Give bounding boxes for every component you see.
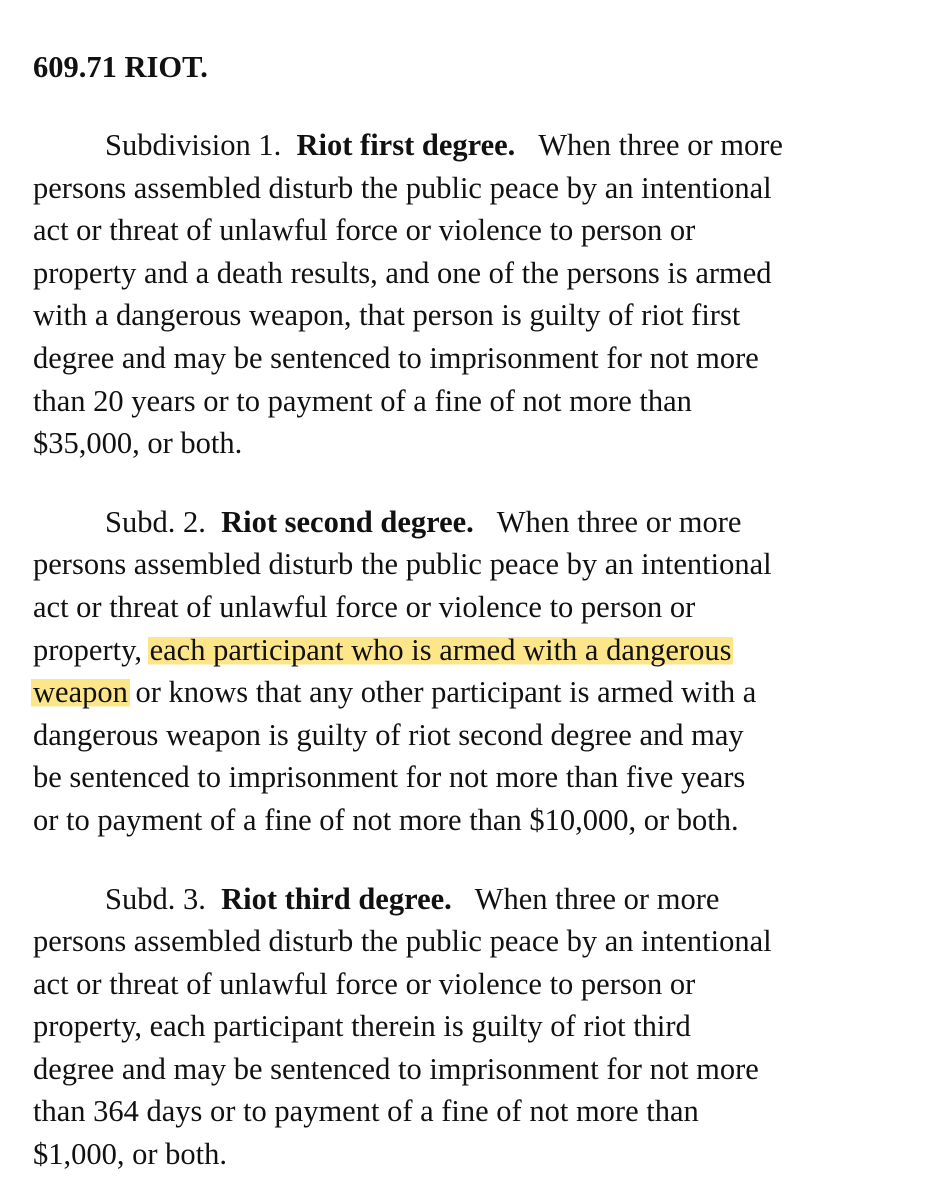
subdivision-2-line-3: act or threat of unlawful force or violence to person or bbox=[33, 589, 696, 624]
subdivision-1 bbox=[33, 124, 916, 465]
subdivision-1-line-1 bbox=[33, 124, 916, 167]
subdivision-2-title: Riot second degree. bbox=[221, 504, 474, 539]
subdivision-3-title: Riot third degree. bbox=[221, 881, 452, 916]
highlighted-text: each participant who is armed with a dangerous bbox=[149, 632, 732, 667]
subdivision-2-line-4-plain: property, bbox=[33, 632, 142, 667]
subdivision-2-line-5-plain: or knows that any other participant is armed with a bbox=[135, 675, 757, 710]
subdivision-2-line-2: persons assembled disturb the public peace by an intentional bbox=[33, 547, 772, 582]
subdivision-1-text: When three or more bbox=[538, 128, 783, 162]
subdivision-3 bbox=[33, 878, 916, 1176]
subdivision-3-line-5: degree and may be sentenced to imprisonment for not more bbox=[33, 1051, 759, 1086]
subdivision-1-line-5: with a dangerous weapon, that person is guilty of riot first bbox=[33, 298, 741, 333]
subdivision-3-line-3: act or threat of unlawful force or violence to person or bbox=[33, 966, 696, 1001]
subdivision-3-line-1 bbox=[33, 878, 916, 921]
subdivision-2 bbox=[33, 501, 916, 842]
subdivision-1-line-2: persons assembled disturb the public peace by an intentional bbox=[33, 170, 772, 205]
subdivision-1-line-3: act or threat of unlawful force or violence to person or bbox=[33, 213, 696, 248]
subdivision-3-line-2: persons assembled disturb the public peace by an intentional bbox=[33, 924, 772, 959]
subdivision-2-text: When three or more bbox=[496, 504, 742, 539]
subdivision-1-line-4: property and a death results, and one of the persons is armed bbox=[33, 255, 772, 290]
subdivision-3-line-7: $1,000, or both. bbox=[33, 1137, 228, 1172]
highlighted-text-continued: weapon bbox=[33, 675, 128, 710]
subdivision-2-line-4 bbox=[33, 629, 916, 672]
subdivision-2-line-8: or to payment of a fine of not more than $10,000, or both. bbox=[33, 802, 739, 837]
subdivision-1-number: Subdivision 1. bbox=[105, 128, 282, 162]
subdivision-1-line-8: $35,000, or both. bbox=[33, 426, 243, 461]
subdivision-1-title: Riot first degree. bbox=[296, 128, 516, 162]
subdivision-2-line-1 bbox=[33, 501, 916, 544]
subdivision-2-number: Subd. 2. bbox=[105, 504, 206, 539]
subdivision-2-line-5 bbox=[33, 671, 916, 714]
subdivision-1-line-7: than 20 years or to payment of a fine of not more than bbox=[33, 383, 692, 418]
subdivision-3-text: When three or more bbox=[474, 881, 720, 916]
subdivision-3-number: Subd. 3. bbox=[105, 881, 206, 916]
section-heading: 609.71 RIOT. bbox=[33, 50, 208, 84]
subdivision-2-line-6: dangerous weapon is guilty of riot second degree and may bbox=[33, 717, 744, 752]
subdivision-3-line-6: than 364 days or to payment of a fine of not more than bbox=[33, 1094, 699, 1129]
subdivision-2-line-7: be sentenced to imprisonment for not more than five years bbox=[33, 760, 746, 795]
subdivision-1-line-6: degree and may be sentenced to imprisonment for not more bbox=[33, 340, 759, 375]
subdivision-3-line-4: property, each participant therein is guilty of riot third bbox=[33, 1009, 691, 1044]
